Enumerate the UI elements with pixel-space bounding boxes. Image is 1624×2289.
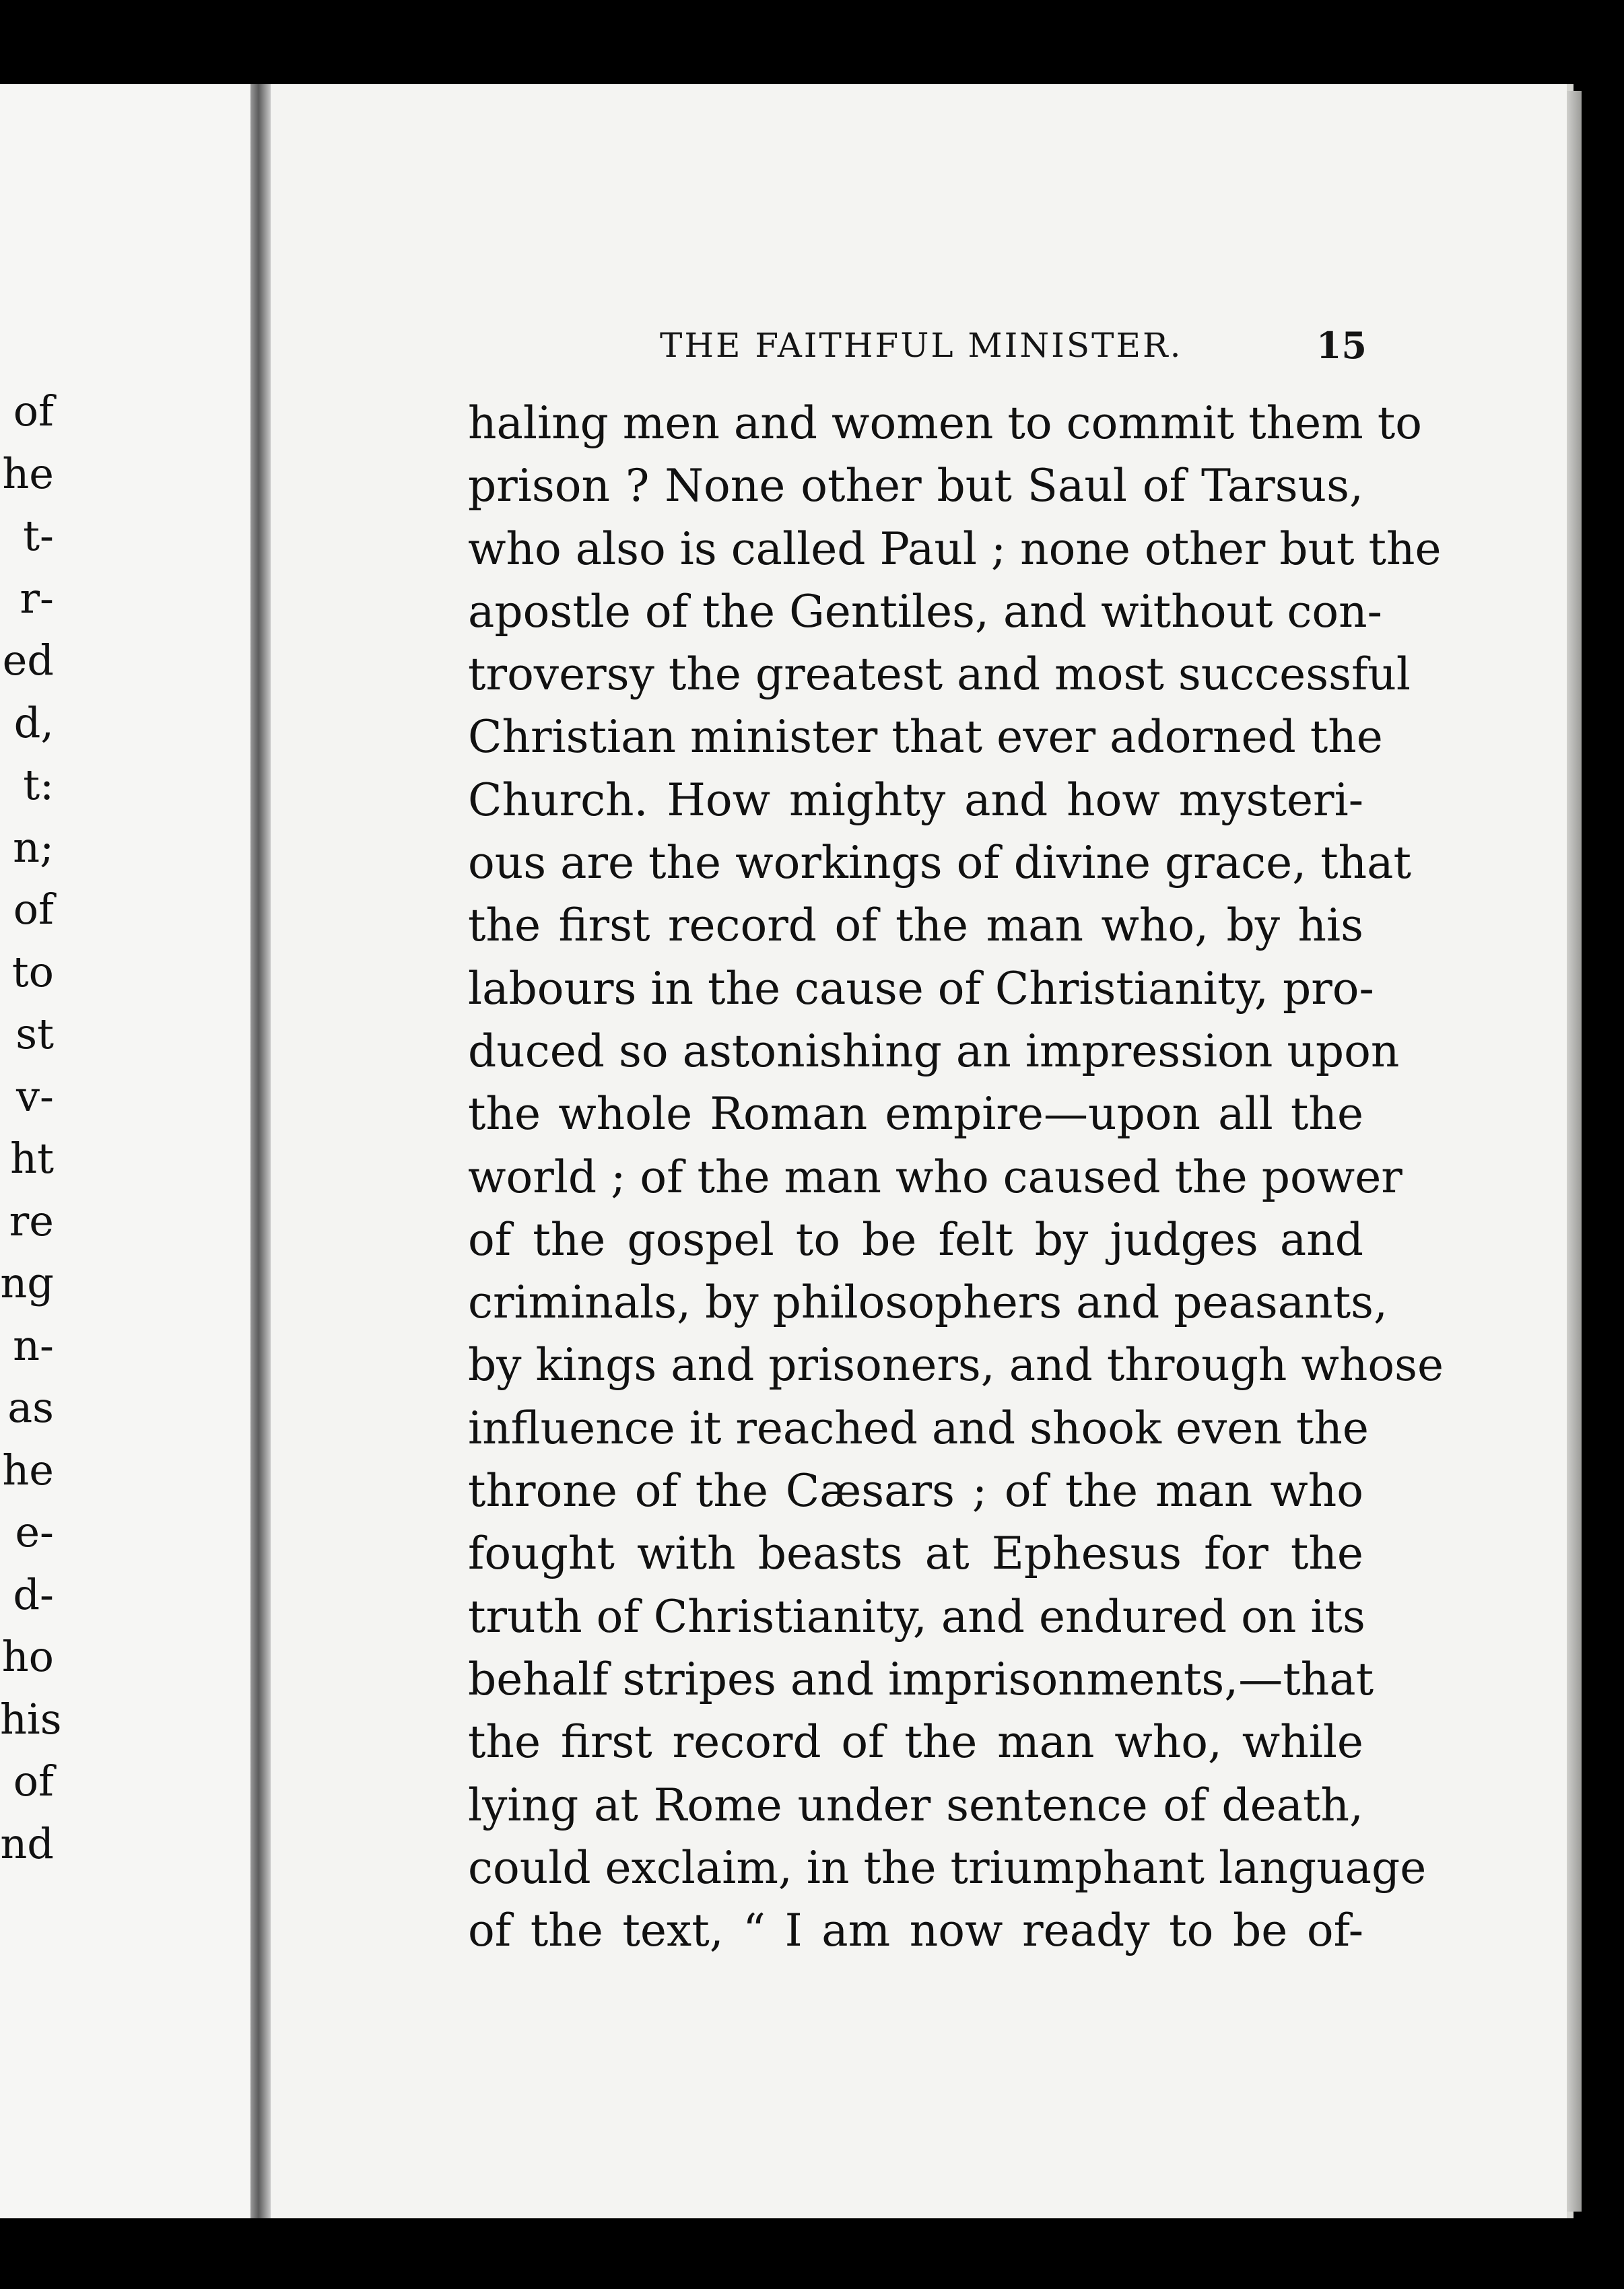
text-line: the first record of the man who, by his <box>468 899 1363 952</box>
left-page-fragment: n; <box>13 822 54 872</box>
text-line: throne of the Cæsars ; of the man who <box>468 1465 1363 1517</box>
left-page-fragment: ng <box>0 1258 54 1307</box>
left-page-fragment: of <box>13 386 54 436</box>
text-line: ous are the workings of divine grace, that <box>468 837 1412 889</box>
text-line: troversy the greatest and most successful <box>468 648 1411 701</box>
left-page <box>0 84 250 2218</box>
left-page-fragment: t: <box>23 760 54 809</box>
text-line: truth of Christianity, and endured on its <box>468 1590 1365 1643</box>
text-line: criminals, by philosophers and peasants, <box>468 1276 1388 1329</box>
left-page-fragment: his <box>0 1694 62 1744</box>
book-gutter <box>250 84 271 2218</box>
text-line: of the text, “ I am now ready to be of- <box>468 1905 1363 1957</box>
text-line: the first record of the man who, while <box>468 1716 1363 1769</box>
text-line: apostle of the Gentiles, and without con- <box>468 585 1382 638</box>
text-line: duced so astonishing an impression upon <box>468 1025 1400 1077</box>
left-page-fragment: t- <box>23 511 54 560</box>
left-page-fragment: of <box>13 885 54 934</box>
text-line: Church. How mighty and how mysteri- <box>468 774 1363 826</box>
text-line: who also is called Paul ; none other but the <box>468 522 1442 575</box>
text-line: behalf stripes and imprisonments,—that <box>468 1653 1374 1705</box>
text-line: haling men and women to commit them to <box>468 397 1423 449</box>
text-line: world ; of the man who caused the power <box>468 1151 1402 1203</box>
body-text <box>468 392 1444 1962</box>
left-page-fragment: he <box>2 448 54 498</box>
left-page-fragment: d- <box>13 1569 54 1619</box>
left-page-fragment: ed <box>2 636 54 685</box>
page-number: 15 <box>1316 324 1367 367</box>
left-page-fragment: ht <box>10 1134 54 1183</box>
text-line: the whole Roman empire—upon all the <box>468 1088 1363 1140</box>
text-line: fought with beasts at Ephesus for the <box>468 1528 1363 1580</box>
text-line: Christian minister that ever adorned the <box>468 711 1383 763</box>
text-line: lying at Rome under sentence of death, <box>468 1779 1363 1831</box>
left-page-fragment: to <box>11 947 54 996</box>
text-line: influence it reached and shook even the <box>468 1402 1369 1454</box>
left-page-fragment: re <box>9 1196 54 1245</box>
text-line: by kings and prisoners, and through whose <box>468 1339 1444 1392</box>
running-head <box>660 322 1367 369</box>
text-line: of the gospel to be felt by judges and <box>468 1213 1363 1266</box>
left-page-fragment: v- <box>16 1071 54 1121</box>
left-page-fragment: ho <box>1 1632 54 1681</box>
left-page-fragment: as <box>7 1383 54 1432</box>
left-page-fragment: nd <box>0 1818 54 1868</box>
left-page-fragment: r- <box>20 573 54 623</box>
text-line: could exclaim, in the triumphant language <box>468 1841 1427 1894</box>
running-head-title: THE FAITHFUL MINISTER. <box>660 326 1183 365</box>
text-line: prison ? None other but Saul of Tarsus, <box>468 460 1363 512</box>
left-page-fragment: st <box>15 1009 54 1058</box>
text-line: labours in the cause of Christianity, pro- <box>468 962 1374 1015</box>
left-page-fragment: d, <box>13 697 54 747</box>
left-page-fragment: n- <box>13 1320 54 1370</box>
left-page-fragment: he <box>2 1445 54 1495</box>
left-page-fragment: e- <box>15 1507 54 1557</box>
page-edge <box>1567 91 1582 2212</box>
left-page-fragment: of <box>13 1756 54 1806</box>
left-page-text-fragments <box>0 84 62 1875</box>
